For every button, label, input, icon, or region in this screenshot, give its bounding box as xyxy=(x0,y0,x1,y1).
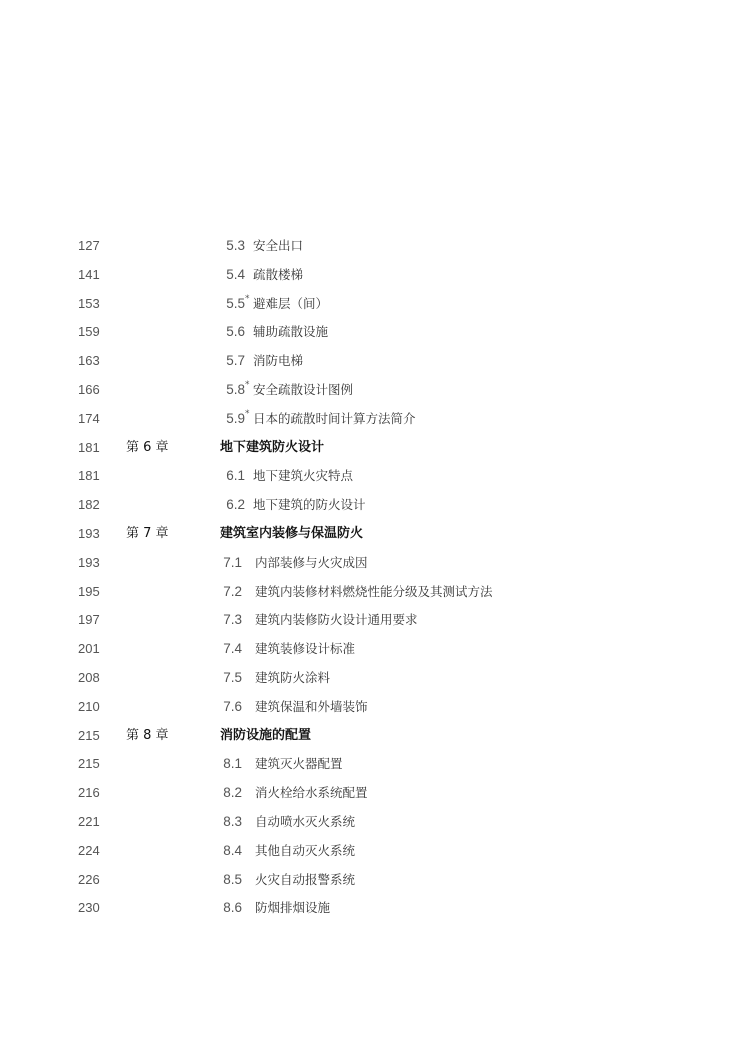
toc-entry[interactable] xyxy=(0,635,750,664)
page-number: 159 xyxy=(78,324,100,340)
section-title: 建筑装修设计标准 xyxy=(255,641,356,657)
toc-entry[interactable] xyxy=(0,866,750,895)
section-number: 6.2 xyxy=(226,497,245,513)
section-title: 安全出口 xyxy=(253,238,304,253)
toc-entry[interactable] xyxy=(0,578,750,607)
chapter-title: 消防设施的配置 xyxy=(220,727,312,743)
toc-entry[interactable] xyxy=(0,347,750,376)
section-number: 5.7 xyxy=(226,353,245,369)
section-title: 日本的疏散时间计算方法简介 xyxy=(253,410,416,426)
section-number: 6.1 xyxy=(226,468,245,484)
toc-entry[interactable] xyxy=(0,779,750,808)
page-number: 210 xyxy=(78,698,100,714)
section-title: 辅助疏散设施 xyxy=(253,324,329,340)
toc-entry[interactable] xyxy=(0,750,750,779)
page-number: 195 xyxy=(78,583,100,599)
section-title: 疏散楼梯 xyxy=(253,266,304,282)
section-title: 建筑保温和外墙装饰 xyxy=(255,698,368,714)
toc-entry[interactable] xyxy=(0,837,750,866)
page-number: 166 xyxy=(78,381,100,397)
page-number: 215 xyxy=(78,756,100,772)
section-number: 5.4 xyxy=(226,266,245,282)
chapter-label: 第 6 章 xyxy=(126,439,169,455)
section-number: 5.6 xyxy=(226,324,245,340)
section-number: 5.8 xyxy=(226,381,245,397)
toc-entry[interactable] xyxy=(0,405,750,434)
section-number: 8.6 xyxy=(223,900,242,916)
toc-entry[interactable] xyxy=(0,549,750,578)
page-number: 224 xyxy=(78,842,100,858)
toc-entry[interactable] xyxy=(0,606,750,635)
page-number: 221 xyxy=(78,813,100,829)
toc-entry[interactable] xyxy=(0,462,750,491)
toc-entry[interactable] xyxy=(0,808,750,837)
toc-entry[interactable] xyxy=(0,376,750,405)
section-number: 5.9 xyxy=(226,410,245,426)
section-number: 7.3 xyxy=(223,612,242,628)
page-number: 197 xyxy=(78,612,100,628)
chapter-title: 建筑室内装修与保温防火 xyxy=(220,525,364,541)
section-title: 建筑内装修防火设计通用要求 xyxy=(255,612,418,628)
section-number: 5.5 xyxy=(226,295,245,311)
section-number: 7.2 xyxy=(223,583,242,599)
page-number: 141 xyxy=(78,266,100,282)
chapter-label: 第 7 章 xyxy=(126,525,169,541)
section-number: 7.4 xyxy=(223,641,242,657)
toc-entry[interactable] xyxy=(0,693,750,722)
section-number: 8.3 xyxy=(223,813,242,829)
table-of-contents xyxy=(0,232,750,923)
page-number: 230 xyxy=(78,900,100,916)
toc-entry[interactable] xyxy=(0,894,750,923)
page-number: 216 xyxy=(78,785,100,801)
optional-section-marker: * xyxy=(245,379,250,390)
section-title: 消火栓给水系统配置 xyxy=(255,785,368,801)
section-title: 防烟排烟设施 xyxy=(255,900,331,916)
chapter-title: 地下建筑防火设计 xyxy=(220,439,325,455)
page-number: 182 xyxy=(78,497,100,513)
section-number: 7.6 xyxy=(223,698,242,714)
toc-entry[interactable] xyxy=(0,318,750,347)
section-title: 建筑防火涂料 xyxy=(255,669,331,685)
toc-chapter-heading[interactable] xyxy=(0,434,750,463)
section-number: 7.1 xyxy=(223,554,242,570)
section-title: 避难层（间） xyxy=(253,295,329,311)
page-number: 181 xyxy=(78,439,100,455)
toc-chapter-heading[interactable] xyxy=(0,520,750,549)
page-number: 181 xyxy=(78,468,100,484)
section-number: 5.3 xyxy=(226,238,245,253)
page-number: 201 xyxy=(78,641,100,657)
section-title: 火灾自动报警系统 xyxy=(255,871,356,887)
toc-chapter-heading[interactable] xyxy=(0,722,750,751)
page-number: 193 xyxy=(78,525,100,541)
page-number: 127 xyxy=(78,238,100,253)
toc-entry[interactable] xyxy=(0,290,750,319)
optional-section-marker: * xyxy=(245,408,250,419)
toc-entry[interactable] xyxy=(0,261,750,290)
section-title: 地下建筑的防火设计 xyxy=(253,497,366,513)
section-title: 内部装修与火灾成因 xyxy=(255,554,368,570)
page-number: 153 xyxy=(78,295,100,311)
page-number: 226 xyxy=(78,871,100,887)
page-number: 174 xyxy=(78,410,100,426)
chapter-label: 第 8 章 xyxy=(126,727,169,743)
section-title: 安全疏散设计图例 xyxy=(253,381,354,397)
section-title: 建筑灭火器配置 xyxy=(255,756,343,772)
section-number: 8.5 xyxy=(223,871,242,887)
toc-entry[interactable] xyxy=(0,232,750,261)
page-number: 163 xyxy=(78,353,100,369)
section-number: 7.5 xyxy=(223,669,242,685)
section-number: 8.1 xyxy=(223,756,242,772)
toc-entry[interactable] xyxy=(0,491,750,520)
section-title: 地下建筑火灾特点 xyxy=(253,468,354,484)
page-number: 193 xyxy=(78,554,100,570)
toc-entry[interactable] xyxy=(0,664,750,693)
section-number: 8.4 xyxy=(223,842,242,858)
section-title: 消防电梯 xyxy=(253,353,304,369)
optional-section-marker: * xyxy=(245,293,250,304)
page-number: 215 xyxy=(78,727,100,743)
section-title: 其他自动灭火系统 xyxy=(255,842,356,858)
section-number: 8.2 xyxy=(223,785,242,801)
page-number: 208 xyxy=(78,669,100,685)
section-title: 自动喷水灭火系统 xyxy=(255,813,356,829)
section-title: 建筑内装修材料燃烧性能分级及其测试方法 xyxy=(255,583,493,599)
